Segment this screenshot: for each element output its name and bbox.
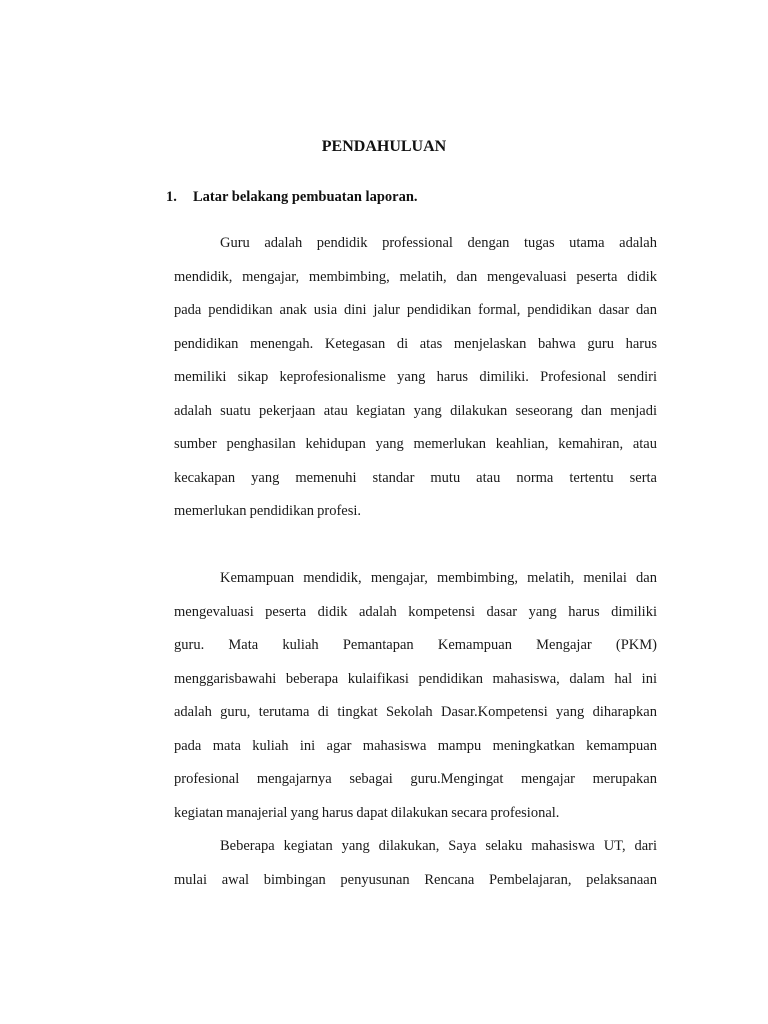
paragraph-line: Beberapa kegiatan yang dilakukan, Saya selaku mahasiswa UT, dari (220, 838, 657, 854)
paragraph-line: guru. Mata kuliah Pemantapan Kemampuan Mengajar (PKM) (174, 637, 657, 653)
paragraph (174, 562, 657, 830)
page-title: PENDAHULUAN (321, 138, 447, 155)
paragraph-line: pada mata kuliah ini agar mahasiswa mampu meningkatkan kemampuan (174, 737, 657, 754)
paragraph-line: adalah guru, terutama di tingkat Sekolah Dasar.Kompetensi yang diharapkan (174, 704, 657, 720)
paragraph (174, 830, 657, 897)
paragraph-line: pendidikan menengah. Ketegasan di atas menjelaskan bahwa guru harus (174, 335, 657, 352)
paragraph-line: Guru adalah pendidik professional dengan tugas utama adalah (220, 235, 657, 251)
paragraph-line: pada pendidikan anak usia dini jalur pendidikan formal, pendidikan dasar dan (174, 302, 657, 318)
body-text (174, 227, 657, 897)
paragraph-line: menggarisbawahi beberapa kulaifikasi pendidikan mahasiswa, dalam hal ini (174, 670, 657, 687)
paragraph-line: mengevaluasi peserta didik adalah kompetensi dasar yang harus dimiliki (174, 603, 657, 620)
paragraph-line: profesional mengajarnya sebagai guru.Mengingat mengajar merupakan (174, 771, 657, 787)
paragraph-line: adalah suatu pekerjaan atau kegiatan yang dilakukan seseorang dan menjadi (174, 402, 657, 419)
paragraph-line: sumber penghasilan kehidupan yang memerlukan keahlian, kemahiran, atau (174, 436, 657, 452)
paragraph-line: memerlukan pendidikan profesi. (174, 503, 362, 519)
paragraph-line: mulai awal bimbingan penyusunan Rencana Pembelajaran, pelaksanaan (174, 871, 657, 888)
paragraph (174, 227, 657, 529)
section-number: 1. (166, 189, 177, 205)
paragraph-line: kegiatan manajerial yang harus dapat dilakukan secara profesional. (174, 804, 560, 821)
section-heading: Latar belakang pembuatan laporan. (193, 189, 418, 205)
paragraph-line: kecakapan yang memenuhi standar mutu atau norma tertentu serta (174, 469, 657, 486)
paragraph-line: memiliki sikap keprofesionalisme yang harus dimiliki. Profesional sendiri (174, 369, 657, 385)
paragraph-line: mendidik, mengajar, membimbing, melatih, dan mengevaluasi peserta didik (174, 268, 657, 285)
paragraph-line: Kemampuan mendidik, mengajar, membimbing, melatih, menilai dan (220, 570, 657, 586)
